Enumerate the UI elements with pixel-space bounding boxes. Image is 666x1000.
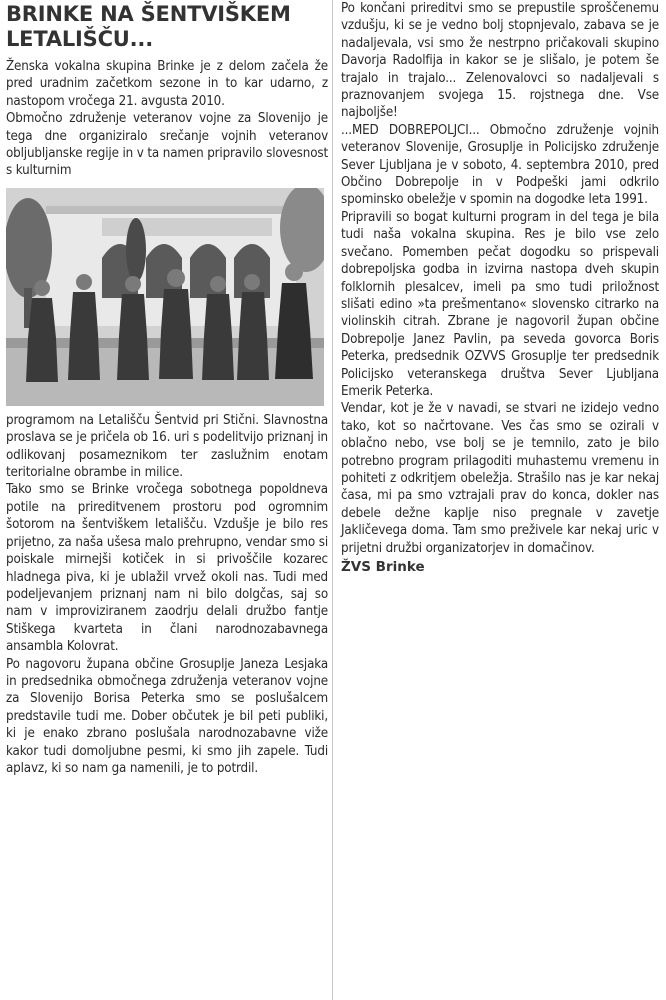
left-column (6, 0, 328, 777)
ceremony-paragraph: programom na Letališču Šentvid pri Stični. Slavnostna proslava se je pričela ob 16. uri s podelitvijo priznanj in odlikovanj posameznikom ter zaslužnim enotam teritorialne obrambe in milice. (6, 412, 328, 481)
weather-paragraph: Vendar, kot je že v navadi, se stvari ne izidejo vedno tako, kot so načrtovane. Ves čas smo se ozirali v oblačno nebo, vse bolj se je temnilo, zato je bilo potrebno program prilagoditi muhastemu vremenu in pohiteti z odkritjem obeležja. Strašilo nas je kar nekaj časa, mi pa smo vztrajali prav do konca, dokler nas debele dežne kaplje niso pregnale v zavetje Jakličevega doma. Tam smo preživele kar nekaj uric v prijetni družbi organizatorjev in domačinov. (341, 401, 659, 556)
title-line-2: LETALIŠČU... (6, 27, 153, 51)
program-paragraph: Pripravili so bogat kulturni program in del tega je bila tudi naša vokalna skupina. Res je bilo vse zelo svečano. Pomemben pečat dogodku so prispevali dobrepoljska godba in izvirna nastopa dveh skupin folklornih plesalcev, imeli pa smo tudi priložnost slišati edino »ta prešmentano« slovensko citrarko na violinskih citrah. Zbrane je nagovoril župan občine Dobrepolje Janez Pavlin, pa seveda govorca Boris Peterka, predsednik OZVVS Grosuplje ter predsednik Policijsko veteranskega društva Sever Ljubljana Emerik Peterka. (341, 209, 659, 399)
speeches-paragraph: Po nagovoru župana občine Grosuplje Janeza Lesjaka in predsednika območnega združenja veteranov vojne za Slovenijo Borisa Peterka smo se poslušalcem predstavile tudi me. Dober občutek je bil peti publiki, ki je enako zbrano poslušala narodnozabavne viže kakor tudi domoljubne pesmi, ki smo jih zapele. Tudi aplavz, ki so nam ga namenili, je to potrdil. (6, 656, 328, 776)
column-divider (332, 0, 333, 1000)
group-photo (6, 188, 324, 406)
article-title (6, 2, 328, 52)
signature: ŽVS Brinke (341, 559, 425, 575)
dobrepolje-paragraph: ...MED DOBREPOLJCI... Območno združenje vojnih veteranov Slovenije, Grosuplje in Policijsko združenje Sever Ljubljana je v soboto, 4. septembra 2010, pred Občino Dobrepolje in v Podpeški jami odkrilo spominsko obeležje v spomin na dogodke leta 1991. (341, 122, 659, 208)
title-line-1: BRINKE NA ŠENTVIŠKEM (6, 2, 291, 26)
intro-paragraph: Ženska vokalna skupina Brinke je z delom začela že pred uradnim začetkom sezone in to kar udarno, z nastopom vročega 21. avgusta 2010. (6, 59, 328, 109)
association-paragraph: Območno združenje veteranov vojne za Slovenijo je tega dne organiziralo srečanje vojnih veteranov obljubljanske regije in v ta namen pripravilo slovesnost s kulturnim (6, 111, 328, 179)
right-column (341, 0, 659, 576)
party-paragraph: Po končani prireditvi smo se prepustile sproščenemu vzdušju, ki se je vedno bolj stopnjevalo, zabava se je nadaljevala, vsi smo že nestrpno pričakovali skupino Davorja Radolfija in kakor se je slišalo, je potem še trajalo in trajalo... Zelenovalovci so nadaljevali s praznovanjem svojega 15. rojstnega dne. Vse najboljše! (341, 1, 659, 121)
group-photo-icon (6, 188, 324, 406)
performance-paragraph: Tako smo se Brinke vročega sobotnega popoldneva potile na prireditvenem prostoru pod ogromnim šotorom na šentviškem letališču. Vzdušje je bilo res prijetno, za naša ušesa malo prehrupno, vendar smo si poiskale mirnejši kotiček in si privoščile kozarec hladnega piva, ki je ublažil vrvež okoli nas. Tudi med podeljevanjem priznanj nam ni bilo dolgčas, saj so nam v improviziranem zaodrju delali družbo fantje Stiškega kvarteta in člani narodnozabavnega ansambla Kolovrat. (6, 482, 328, 655)
